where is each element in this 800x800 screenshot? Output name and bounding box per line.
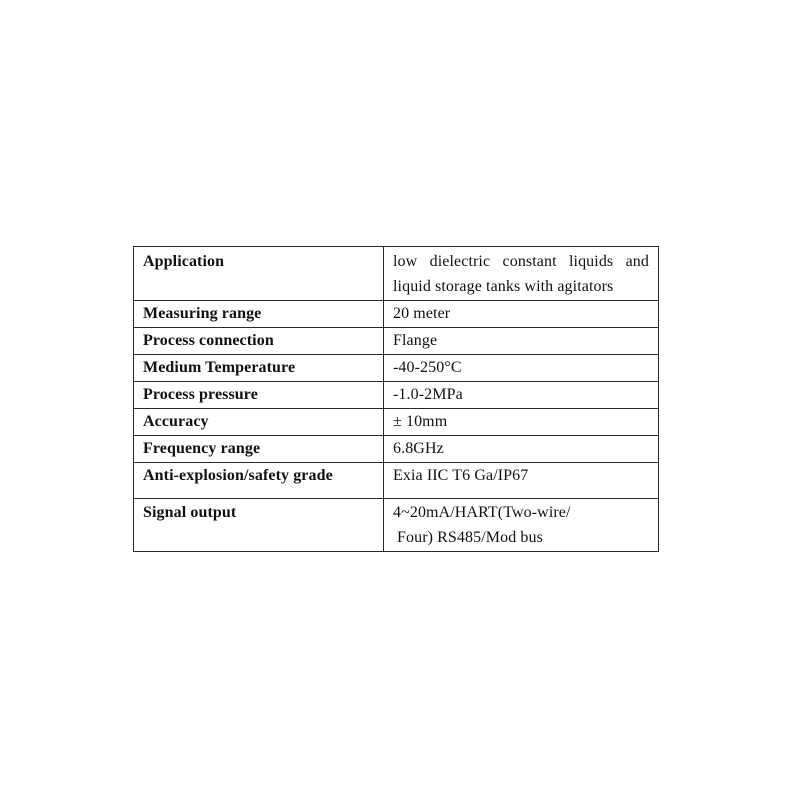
table-row — [134, 499, 659, 552]
table-row — [134, 355, 659, 382]
row-label: Accuracy — [134, 409, 384, 436]
row-value: -1.0-2MPa — [384, 382, 659, 409]
table-row — [134, 301, 659, 328]
row-value-line: Four) RS485/Mod bus — [397, 528, 543, 546]
row-label: Medium Temperature — [134, 355, 384, 382]
row-value: 20 meter — [384, 301, 659, 328]
row-value: -40-250°C — [384, 355, 659, 382]
row-label: Anti-explosion/safety grade — [134, 463, 384, 499]
row-value: low dielectric constant liquids and liquid storage tanks with agitators — [384, 247, 659, 301]
row-label: Process pressure — [134, 382, 384, 409]
row-label: Measuring range — [134, 301, 384, 328]
row-value: ± 10mm — [384, 409, 659, 436]
row-label: Application — [134, 247, 384, 301]
table-row — [134, 409, 659, 436]
row-value-line: 4~20mA/HART(Two-wire/ — [393, 504, 571, 521]
row-value: Exia IIC T6 Ga/IP67 — [384, 463, 659, 499]
specification-table — [133, 246, 659, 552]
table-row — [134, 328, 659, 355]
row-label: Signal output — [134, 499, 384, 552]
row-value — [384, 499, 659, 552]
row-value: 6.8GHz — [384, 436, 659, 463]
row-label: Frequency range — [134, 436, 384, 463]
row-label: Process connection — [134, 328, 384, 355]
table-row — [134, 436, 659, 463]
table-row — [134, 463, 659, 499]
table-row — [134, 382, 659, 409]
table-row — [134, 247, 659, 301]
row-value: Flange — [384, 328, 659, 355]
